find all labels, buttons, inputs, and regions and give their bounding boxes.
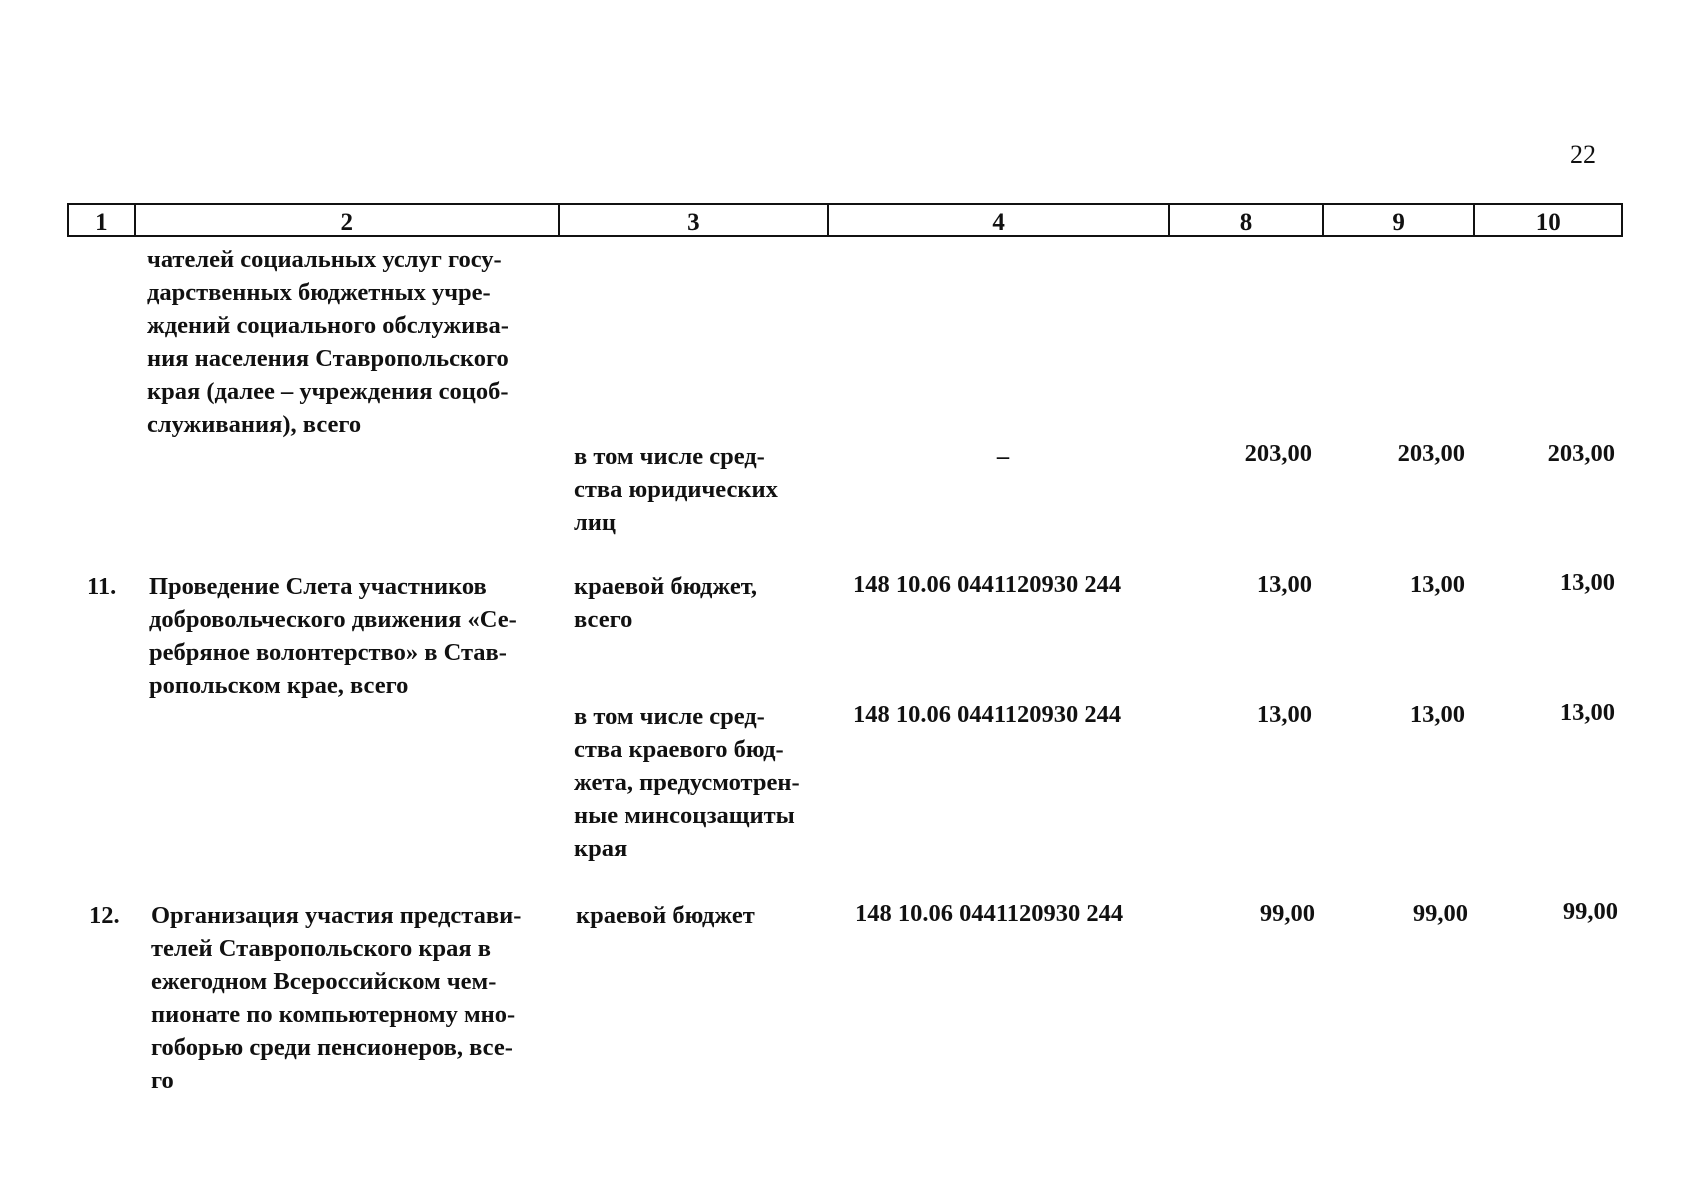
description-line: края (далее – учреждения соцоб- <box>147 378 509 405</box>
description-line: ждений социального обслужива- <box>147 312 509 339</box>
description-line: Организация участия представи- <box>151 902 522 929</box>
column-header-2: 2 <box>136 205 560 235</box>
description-line: добровольческого движения «Се- <box>149 606 517 633</box>
continuation-code: – <box>996 443 1010 470</box>
source-line: в том числе сред- <box>574 443 765 470</box>
continuation-value-9: 203,00 <box>1397 440 1465 467</box>
source-line: в том числе сред- <box>574 703 765 730</box>
description-line: ребряное волонтерство» в Став- <box>149 639 507 666</box>
column-header-9: 9 <box>1324 205 1476 235</box>
description-line: пионате по компьютерному мно- <box>151 1001 516 1028</box>
source-line: краевой бюджет, <box>574 573 758 600</box>
source-line: жета, предусмотрен- <box>574 769 800 796</box>
description-line: гоборью среди пенсионеров, все- <box>151 1034 513 1061</box>
description-line: служивания), всего <box>147 411 362 438</box>
source-line: краевой бюджет <box>576 902 755 929</box>
row-11-code-2: 148 10.06 0441120930 244 <box>853 701 1122 728</box>
row-11-sub-value-10: 13,00 <box>1559 699 1615 726</box>
continuation-source <box>574 440 824 539</box>
source-line: ства краевого бюд- <box>574 736 784 763</box>
continuation-description <box>147 243 552 441</box>
description-line: ропольском крае, всего <box>149 672 409 699</box>
source-line: края <box>574 835 628 862</box>
column-header-4: 4 <box>829 205 1170 235</box>
row-11-sub-value-8: 13,00 <box>1256 701 1312 728</box>
row-11-number: 11. <box>87 573 117 600</box>
source-line: лиц <box>574 509 616 536</box>
description-line: го <box>151 1067 174 1094</box>
page-number: 22 <box>1570 140 1596 169</box>
row-11-sub-value-9: 13,00 <box>1409 701 1465 728</box>
row-11-source-2 <box>574 700 824 865</box>
row-12-description <box>151 899 556 1097</box>
row-12-value-8: 99,00 <box>1259 900 1315 927</box>
continuation-value-10: 203,00 <box>1547 440 1615 467</box>
source-line: всего <box>574 606 633 633</box>
table-header-row <box>67 203 1623 237</box>
row-12-code: 148 10.06 0441120930 244 <box>855 900 1124 927</box>
row-11-code-1: 148 10.06 0441120930 244 <box>853 571 1122 598</box>
description-line: дарственных бюджетных учре- <box>147 279 491 306</box>
row-11-value-8: 13,00 <box>1256 571 1312 598</box>
row-12-value-9: 99,00 <box>1412 900 1468 927</box>
description-line: ния населения Ставропольского <box>147 345 509 372</box>
column-header-3: 3 <box>560 205 829 235</box>
row-11-value-10: 13,00 <box>1559 569 1615 596</box>
row-11-description <box>149 570 554 702</box>
description-line: телей Ставропольского края в <box>151 935 491 962</box>
source-line: ства юридических <box>574 476 778 503</box>
column-header-10: 10 <box>1535 208 1561 236</box>
description-line: чателей социальных услуг госу- <box>147 246 502 273</box>
row-12-number: 12. <box>89 902 120 929</box>
row-11-value-9: 13,00 <box>1409 571 1465 598</box>
row-12-value-10: 99,00 <box>1562 898 1618 925</box>
description-line: ежегодном Всероссийском чем- <box>151 968 497 995</box>
row-12-source <box>576 899 826 932</box>
row-11-source-1 <box>574 570 824 636</box>
description-line: Проведение Слета участников <box>149 573 487 600</box>
source-line: ные минсоцзащиты <box>574 802 795 829</box>
column-header-1: 1 <box>69 205 136 235</box>
column-header-8: 8 <box>1170 205 1324 235</box>
continuation-value-8: 203,00 <box>1244 440 1312 467</box>
